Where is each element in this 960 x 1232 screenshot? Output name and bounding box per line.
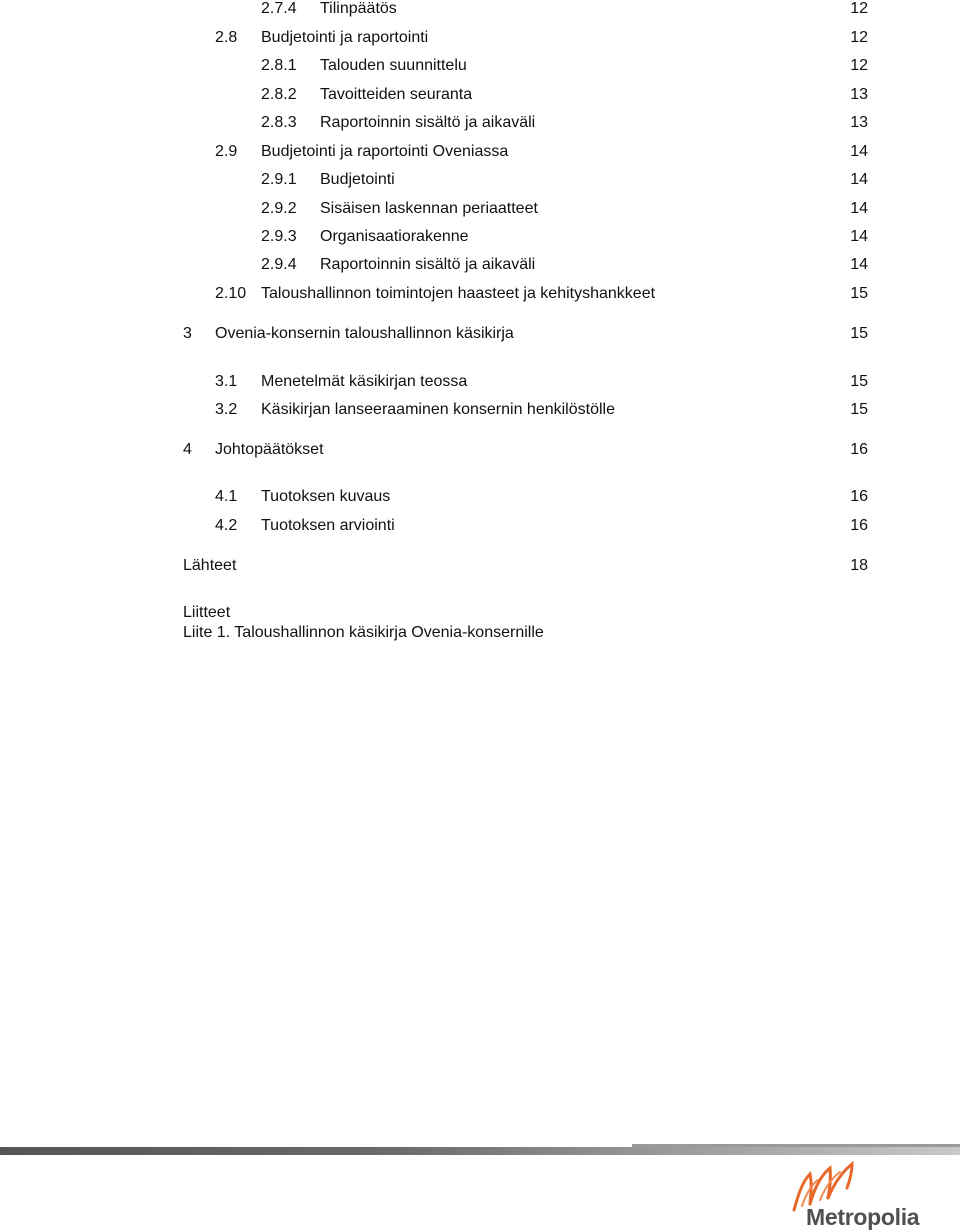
toc-page-number: 16 xyxy=(850,517,868,534)
toc-entry-3-1 xyxy=(0,370,960,394)
toc-page-number: 15 xyxy=(850,285,868,302)
toc-title: Ovenia-konsernin taloushallinnon käsikirja xyxy=(215,325,514,342)
toc-entry-2-9 xyxy=(0,140,960,164)
toc-entry-3-2 xyxy=(0,398,960,422)
toc-page-number: 15 xyxy=(850,325,868,342)
toc-number: 2.7.4 xyxy=(261,0,297,17)
toc-entry-sources xyxy=(0,554,960,578)
toc-page-number: 16 xyxy=(850,488,868,505)
toc-title: Budjetointi xyxy=(320,171,395,188)
toc-number: 2.8.1 xyxy=(261,57,297,74)
toc-title: Lähteet xyxy=(183,557,237,574)
toc-page-number: 12 xyxy=(850,29,868,46)
toc-page-number: 15 xyxy=(850,373,868,390)
toc-entry-2-8 xyxy=(0,26,960,50)
toc-title: Sisäisen laskennan periaatteet xyxy=(320,200,538,217)
toc-entry-3 xyxy=(0,322,960,346)
toc-entry-2-9-3 xyxy=(0,225,960,249)
appendices-heading: Liitteet xyxy=(183,604,231,621)
toc-page-number: 16 xyxy=(850,441,868,458)
toc-title: Raportoinnin sisältö ja aikaväli xyxy=(320,114,536,131)
toc-page-number: 15 xyxy=(850,401,868,418)
toc-entry-4 xyxy=(0,438,960,462)
toc-page-number: 18 xyxy=(850,557,868,574)
toc-title: Menetelmät käsikirjan teossa xyxy=(261,373,468,390)
toc-title: Tuotoksen arviointi xyxy=(261,517,395,534)
toc-page-number: 14 xyxy=(850,200,868,217)
toc-entry-2-10 xyxy=(0,282,960,306)
toc-page-number: 13 xyxy=(850,86,868,103)
toc-title: Organisaatiorakenne xyxy=(320,228,469,245)
toc-number: 3 xyxy=(183,325,192,342)
toc-entry-2-7-4 xyxy=(0,0,960,21)
footer-band-stripe xyxy=(0,1147,960,1155)
toc-number: 2.8.3 xyxy=(261,114,297,131)
toc-number: 2.9 xyxy=(215,143,238,160)
appendix-item: Liite 1. Taloushallinnon käsikirja Ovenia-konsernille xyxy=(183,624,544,641)
toc-number: 2.8.2 xyxy=(261,86,297,103)
toc-title: Talouden suunnittelu xyxy=(320,57,467,74)
toc-page-number: 12 xyxy=(850,0,868,17)
toc-title: Budjetointi ja raportointi xyxy=(261,29,429,46)
toc-number: 2.10 xyxy=(215,285,247,302)
footer-band xyxy=(0,1144,960,1158)
toc-number: 2.9.3 xyxy=(261,228,297,245)
toc-page-number: 14 xyxy=(850,143,868,160)
toc-page-number: 13 xyxy=(850,114,868,131)
toc-page-number: 14 xyxy=(850,256,868,273)
toc-entry-2-9-4 xyxy=(0,253,960,277)
toc-entry-4-2 xyxy=(0,514,960,538)
toc-number: 2.9.1 xyxy=(261,171,297,188)
toc-title: Budjetointi ja raportointi Oveniassa xyxy=(261,143,509,160)
toc-entry-2-8-2 xyxy=(0,83,960,107)
toc-number: 2.8 xyxy=(215,29,238,46)
toc-title: Tilinpäätös xyxy=(320,0,397,17)
toc-number: 3.2 xyxy=(215,401,238,418)
toc-title: Johtopäätökset xyxy=(215,441,324,458)
toc-page-number: 14 xyxy=(850,171,868,188)
toc-number: 2.9.4 xyxy=(261,256,297,273)
toc-title: Tavoitteiden seuranta xyxy=(320,86,473,103)
toc-entry-4-1 xyxy=(0,485,960,509)
toc-number: 2.9.2 xyxy=(261,200,297,217)
toc-entry-2-8-3 xyxy=(0,111,960,135)
toc-entry-2-8-1 xyxy=(0,54,960,78)
toc-number: 4.2 xyxy=(215,517,238,534)
toc-number: 3.1 xyxy=(215,373,238,390)
toc-entry-2-9-2 xyxy=(0,197,960,221)
toc-title: Tuotoksen kuvaus xyxy=(261,488,391,505)
metropolia-logo xyxy=(790,1160,925,1232)
toc-title: Käsikirjan lanseeraaminen konsernin henkilöstölle xyxy=(261,401,615,418)
toc-number: 4.1 xyxy=(215,488,238,505)
toc-entry-2-9-1 xyxy=(0,168,960,192)
toc-title: Taloushallinnon toimintojen haasteet ja kehityshankkeet xyxy=(261,285,656,302)
toc-number: 4 xyxy=(183,441,192,458)
metropolia-logo-text: Metropolia xyxy=(806,1204,920,1230)
toc-page-number: 14 xyxy=(850,228,868,245)
toc-title: Raportoinnin sisältö ja aikaväli xyxy=(320,256,536,273)
toc-page-number: 12 xyxy=(850,57,868,74)
